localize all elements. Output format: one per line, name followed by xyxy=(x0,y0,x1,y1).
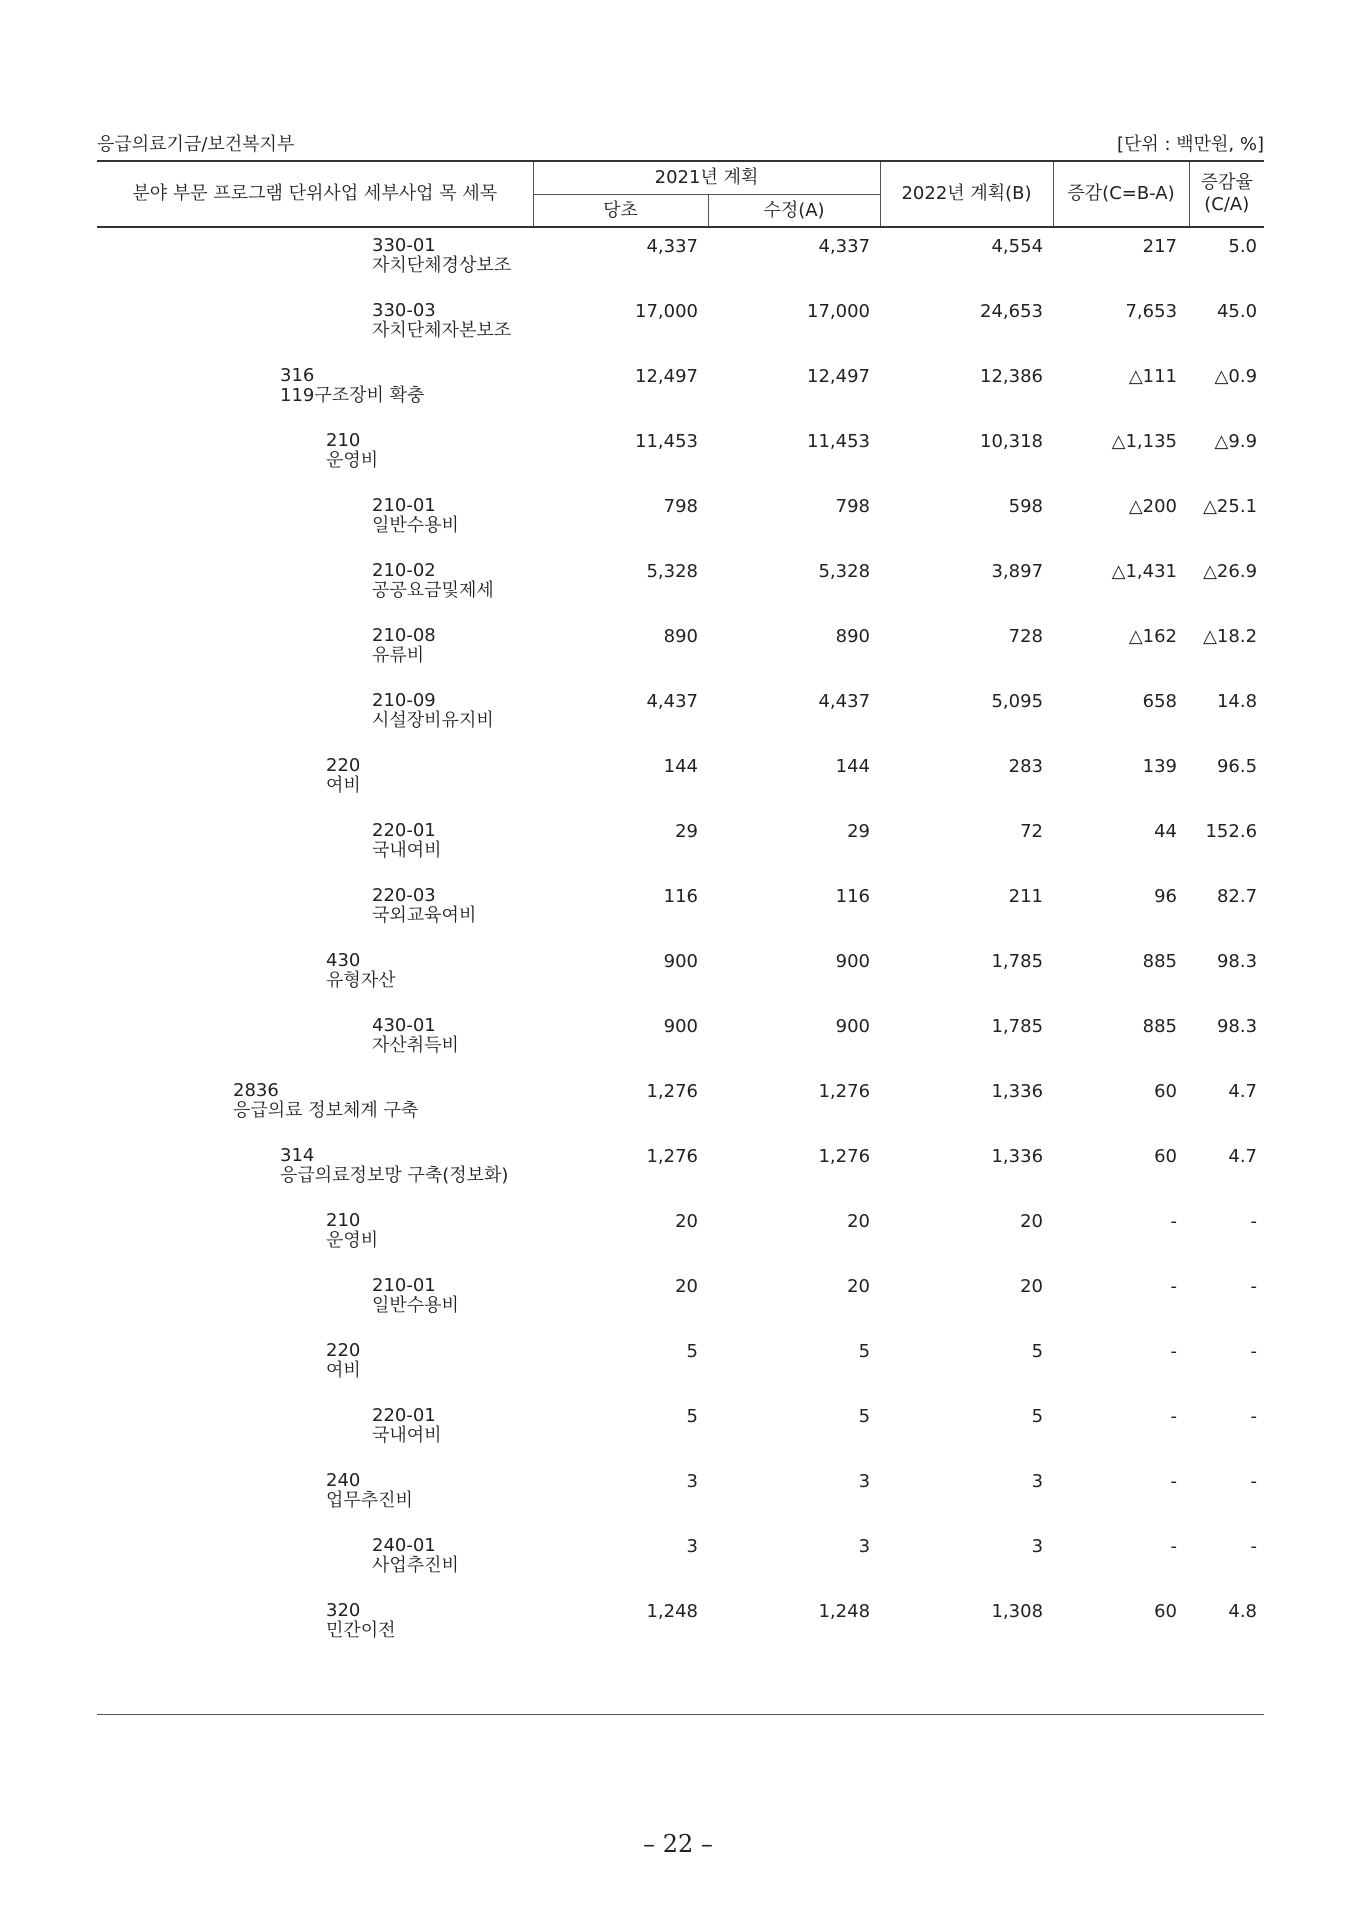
change-value: 658 xyxy=(1142,691,1178,712)
table-row xyxy=(97,821,1264,886)
change-value: - xyxy=(1170,1471,1178,1492)
table-row xyxy=(97,366,1264,431)
rate-value: 4.7 xyxy=(1228,1146,1258,1167)
item-label-cell xyxy=(97,821,533,886)
item-name: 운영비 xyxy=(326,450,379,471)
item-label-cell xyxy=(97,1601,533,1666)
item-code: 430-01 xyxy=(372,1015,436,1036)
item-label-cell xyxy=(97,1536,533,1601)
original-value: 900 xyxy=(663,951,698,972)
item-label-cell xyxy=(97,1081,533,1146)
item-label-cell xyxy=(97,496,533,561)
item-code: 220 xyxy=(326,1340,361,1361)
item-label-cell xyxy=(97,1406,533,1471)
plan-2022-value: 4,554 xyxy=(991,236,1044,257)
plan-2022-value: 3,897 xyxy=(991,561,1044,582)
original-value: 144 xyxy=(663,756,698,777)
table-row xyxy=(97,1146,1264,1211)
original-header: 당초 xyxy=(533,195,708,228)
revised-value: 5 xyxy=(858,1341,871,1362)
item-label-cell xyxy=(97,626,533,691)
item-code: 210 xyxy=(326,1210,361,1231)
item-label-cell xyxy=(97,561,533,626)
plan-2022-value: 5 xyxy=(1031,1341,1044,1362)
rate-value: - xyxy=(1250,1276,1258,1297)
table-row xyxy=(97,1406,1264,1471)
item-name: 국외교육여비 xyxy=(372,905,477,926)
rate-value: 98.3 xyxy=(1216,951,1258,972)
rate-value: △0.9 xyxy=(1214,366,1258,387)
item-name: 유류비 xyxy=(372,645,425,666)
revised-value: 3 xyxy=(858,1471,871,1492)
item-name: 일반수용비 xyxy=(372,1295,459,1316)
item-label-cell xyxy=(97,301,533,366)
item-name: 응급의료 정보체계 구축 xyxy=(233,1100,419,1121)
table-row xyxy=(97,1601,1264,1666)
change-value: △111 xyxy=(1128,366,1178,387)
revised-value: 890 xyxy=(835,626,871,647)
table-row xyxy=(97,886,1264,951)
table-row xyxy=(97,496,1264,561)
revised-value: 144 xyxy=(835,756,871,777)
change-value: 60 xyxy=(1154,1146,1178,1167)
revised-value: 4,437 xyxy=(818,691,871,712)
item-code: 430 xyxy=(326,950,361,971)
item-label-cell xyxy=(97,756,533,821)
change-value: 139 xyxy=(1142,756,1178,777)
table-row xyxy=(97,1211,1264,1276)
table-row xyxy=(97,431,1264,496)
rate-value: - xyxy=(1250,1536,1258,1557)
item-label-cell xyxy=(97,227,533,301)
table-body xyxy=(97,227,1264,1666)
change-value: 96 xyxy=(1154,886,1178,907)
revised-value: 20 xyxy=(847,1276,871,1297)
fund-title: 응급의료기금/보건복지부 xyxy=(97,134,295,155)
item-name: 일반수용비 xyxy=(372,515,459,536)
rate-value: - xyxy=(1250,1471,1258,1492)
revised-value: 1,276 xyxy=(818,1081,871,1102)
original-value: 4,337 xyxy=(646,236,698,257)
bottom-rule xyxy=(97,1714,1264,1715)
revised-value: 1,248 xyxy=(818,1601,871,1622)
original-value: 1,276 xyxy=(646,1081,698,1102)
item-code: 210-01 xyxy=(372,495,436,516)
original-value: 20 xyxy=(675,1276,698,1297)
plan-2022-value: 24,653 xyxy=(980,301,1044,322)
item-code: 2836 xyxy=(233,1080,279,1101)
rate-value: 152.6 xyxy=(1205,821,1258,842)
rate-header xyxy=(1189,161,1264,227)
plan-2022-header: 2022년 계획(B) xyxy=(880,161,1053,227)
rate-value: 4.8 xyxy=(1228,1601,1258,1622)
revised-value: 1,276 xyxy=(818,1146,871,1167)
original-value: 12,497 xyxy=(635,366,698,387)
item-name: 응급의료정보망 구축(정보화) xyxy=(280,1165,509,1186)
change-value: 217 xyxy=(1142,236,1178,257)
table-row xyxy=(97,1081,1264,1146)
item-name: 사업추진비 xyxy=(372,1555,459,1576)
item-label-cell xyxy=(97,1341,533,1406)
plan-2022-value: 3 xyxy=(1031,1536,1044,1557)
table-row xyxy=(97,691,1264,756)
plan-2022-value: 728 xyxy=(1008,626,1044,647)
change-value: 885 xyxy=(1142,951,1178,972)
item-label-cell xyxy=(97,1211,533,1276)
item-name: 유형자산 xyxy=(326,970,396,991)
revised-value: 900 xyxy=(835,951,871,972)
item-code: 220-01 xyxy=(372,1405,436,1426)
revised-value: 11,453 xyxy=(807,431,871,452)
plan-2022-value: 10,318 xyxy=(980,431,1044,452)
plan-2022-value: 283 xyxy=(1008,756,1044,777)
change-value: - xyxy=(1170,1276,1178,1297)
original-value: 20 xyxy=(675,1211,698,1232)
unit-note: [단위 : 백만원, %] xyxy=(1116,134,1264,155)
item-code: 220-01 xyxy=(372,820,436,841)
original-value: 900 xyxy=(663,1016,698,1037)
revised-value: 5 xyxy=(858,1406,871,1427)
rate-value: - xyxy=(1250,1341,1258,1362)
change-value: 60 xyxy=(1154,1601,1178,1622)
plan-2022-value: 12,386 xyxy=(980,366,1044,387)
revised-value: 29 xyxy=(847,821,871,842)
revised-header: 수정(A) xyxy=(708,195,880,228)
item-code: 220-03 xyxy=(372,885,436,906)
plan-2022-value: 598 xyxy=(1008,496,1044,517)
original-value: 17,000 xyxy=(635,301,698,322)
item-label-cell xyxy=(97,366,533,431)
change-value: △1,431 xyxy=(1111,561,1178,582)
table-row xyxy=(97,1536,1264,1601)
revised-value: 900 xyxy=(835,1016,871,1037)
original-value: 29 xyxy=(675,821,698,842)
plan-2022-value: 1,785 xyxy=(991,1016,1044,1037)
rate-value: 82.7 xyxy=(1216,886,1258,907)
change-value: - xyxy=(1170,1211,1178,1232)
item-code: 210 xyxy=(326,430,361,451)
table-caption-bar xyxy=(97,134,1264,156)
item-name: 운영비 xyxy=(326,1230,379,1251)
change-value: 44 xyxy=(1154,821,1178,842)
rate-value: 5.0 xyxy=(1228,236,1258,257)
item-name: 국내여비 xyxy=(372,1425,442,1446)
item-label-cell xyxy=(97,951,533,1016)
item-label-cell xyxy=(97,1471,533,1536)
change-value: △1,135 xyxy=(1111,431,1178,452)
revised-value: 4,337 xyxy=(818,236,871,257)
plan-2022-value: 1,308 xyxy=(991,1601,1044,1622)
rate-value: 4.7 xyxy=(1228,1081,1258,1102)
rate-value: △25.1 xyxy=(1203,496,1258,517)
revised-value: 12,497 xyxy=(807,366,871,387)
rate-value: - xyxy=(1250,1211,1258,1232)
rate-value: 96.5 xyxy=(1216,756,1258,777)
item-name: 여비 xyxy=(326,775,361,796)
item-name: 시설장비유지비 xyxy=(372,710,494,731)
rate-value: △26.9 xyxy=(1203,561,1258,582)
change-value: △162 xyxy=(1128,626,1178,647)
change-value: 7,653 xyxy=(1125,301,1178,322)
table-row xyxy=(97,227,1264,301)
page-number: – 22 – xyxy=(643,1830,713,1858)
item-code: 330-01 xyxy=(372,235,436,256)
table-row xyxy=(97,561,1264,626)
item-name: 여비 xyxy=(326,1360,361,1381)
rate-value: △18.2 xyxy=(1203,626,1258,647)
original-value: 116 xyxy=(663,886,698,907)
item-label-cell xyxy=(97,886,533,951)
item-name: 자치단체자본보조 xyxy=(372,320,512,341)
table-row xyxy=(97,1276,1264,1341)
rate-value: 14.8 xyxy=(1216,691,1258,712)
original-value: 11,453 xyxy=(635,431,698,452)
table-row xyxy=(97,951,1264,1016)
item-label-cell xyxy=(97,1016,533,1081)
table-row xyxy=(97,1471,1264,1536)
rate-value: △9.9 xyxy=(1214,431,1258,452)
rate-value: 98.3 xyxy=(1216,1016,1258,1037)
item-label-cell xyxy=(97,1146,533,1211)
plan-2022-value: 5 xyxy=(1031,1406,1044,1427)
plan-2022-value: 5,095 xyxy=(991,691,1044,712)
plan-2022-value: 211 xyxy=(1008,886,1044,907)
table-row xyxy=(97,626,1264,691)
item-code: 320 xyxy=(326,1600,361,1621)
item-code: 210-01 xyxy=(372,1275,436,1296)
revised-value: 3 xyxy=(858,1536,871,1557)
change-value: - xyxy=(1170,1341,1178,1362)
original-value: 3 xyxy=(686,1536,698,1557)
revised-value: 116 xyxy=(835,886,871,907)
original-value: 5 xyxy=(686,1341,698,1362)
plan-2022-value: 3 xyxy=(1031,1471,1044,1492)
plan-2022-value: 72 xyxy=(1020,821,1044,842)
budget-table xyxy=(97,160,1264,1666)
rate-header-line1: 증감율 xyxy=(1200,172,1253,193)
item-name: 국내여비 xyxy=(372,840,442,861)
change-value: 60 xyxy=(1154,1081,1178,1102)
plan-2022-value: 20 xyxy=(1020,1276,1044,1297)
item-label-cell xyxy=(97,431,533,496)
original-value: 5,328 xyxy=(646,561,698,582)
plan-2022-value: 1,336 xyxy=(991,1081,1044,1102)
change-value: - xyxy=(1170,1406,1178,1427)
plan-2022-value: 1,336 xyxy=(991,1146,1044,1167)
item-name: 자치단체경상보조 xyxy=(372,255,512,276)
rate-value: - xyxy=(1250,1406,1258,1427)
item-code: 220 xyxy=(326,755,361,776)
category-header: 분야 부문 프로그램 단위사업 세부사업 목 세목 xyxy=(97,161,533,227)
original-value: 890 xyxy=(663,626,698,647)
table-row xyxy=(97,301,1264,366)
change-header: 증감(C=B-A) xyxy=(1053,161,1189,227)
revised-value: 17,000 xyxy=(807,301,871,322)
item-code: 210-02 xyxy=(372,560,436,581)
table-row xyxy=(97,1016,1264,1081)
item-name: 자산취득비 xyxy=(372,1035,459,1056)
item-label-cell xyxy=(97,1276,533,1341)
item-code: 210-08 xyxy=(372,625,436,646)
original-value: 1,248 xyxy=(646,1601,698,1622)
item-code: 240 xyxy=(326,1470,361,1491)
table-header xyxy=(97,161,1264,227)
plan-2022-value: 1,785 xyxy=(991,951,1044,972)
item-code: 240-01 xyxy=(372,1535,436,1556)
plan-2021-header: 2021년 계획 xyxy=(533,161,880,195)
rate-header-line2: (C/A) xyxy=(1204,194,1250,215)
item-name: 119구조장비 확충 xyxy=(280,385,425,406)
item-code: 210-09 xyxy=(372,690,436,711)
revised-value: 5,328 xyxy=(818,561,871,582)
original-value: 3 xyxy=(686,1471,698,1492)
original-value: 4,437 xyxy=(646,691,698,712)
original-value: 1,276 xyxy=(646,1146,698,1167)
item-code: 314 xyxy=(280,1145,315,1166)
revised-value: 20 xyxy=(847,1211,871,1232)
item-name: 민간이전 xyxy=(326,1620,396,1641)
original-value: 798 xyxy=(663,496,698,517)
original-value: 5 xyxy=(686,1406,698,1427)
item-name: 공공요금및제세 xyxy=(372,580,494,601)
rate-value: 45.0 xyxy=(1216,301,1258,322)
plan-2022-value: 20 xyxy=(1020,1211,1044,1232)
item-name: 업무추진비 xyxy=(326,1490,413,1511)
change-value: 885 xyxy=(1142,1016,1178,1037)
item-code: 316 xyxy=(280,365,315,386)
change-value: - xyxy=(1170,1536,1178,1557)
table-row xyxy=(97,1341,1264,1406)
item-label-cell xyxy=(97,691,533,756)
table-row xyxy=(97,756,1264,821)
item-code: 330-03 xyxy=(372,300,436,321)
revised-value: 798 xyxy=(835,496,871,517)
change-value: △200 xyxy=(1128,496,1178,517)
